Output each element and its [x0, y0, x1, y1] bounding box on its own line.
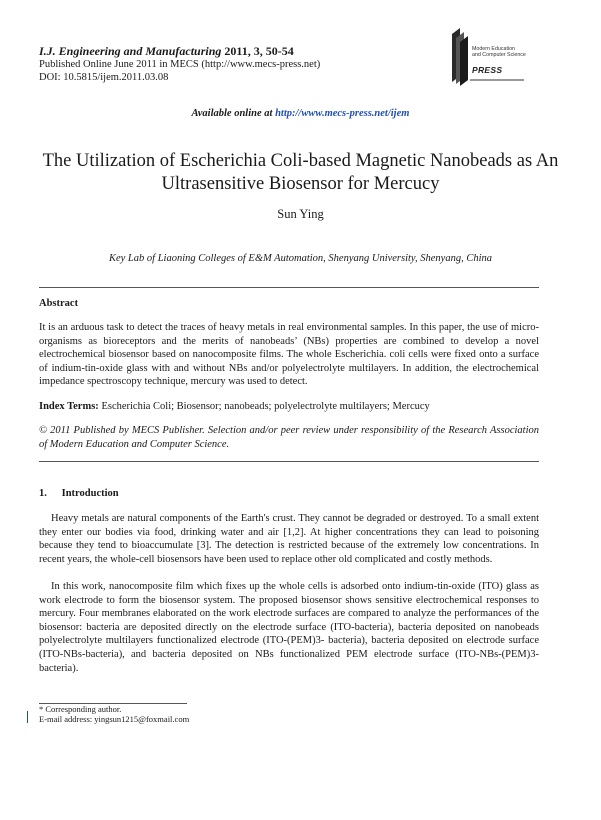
- intro-paragraph-1: Heavy metals are natural components of the Earth's crust. They cannot be degraded or destroyed. To a small extent they enter our bodies via food, drinking water and air [1,2]. At higher concentrations they can lead to poisoning because they tend to bioaccumulate [3]. The detection is restricted because of the extremely low concentrations. In recent years, the whole-cell biosensors have been used to replace other old complicated and costly methods.: [39, 513, 539, 565]
- book-stack-icon: [450, 26, 530, 90]
- section-title: Introduction: [61, 488, 119, 499]
- available-online: [0, 108, 601, 119]
- copyright-notice: © 2011 Published by MECS Publisher. Selection and/or peer review under responsibility of the Research Association of Modern Education and Computer Science.: [39, 425, 539, 450]
- author-name: Sun Ying: [277, 207, 324, 221]
- margin-marker: [27, 711, 28, 723]
- journal-url-link[interactable]: http://www.mecs-press.net/ijem: [275, 108, 410, 119]
- logo-line-2: and Computer Science: [472, 52, 526, 58]
- index-terms-text: Escherichia Coli; Biosensor; nanobeads; polyelectrolyte multilayers; Mercucy: [101, 401, 430, 412]
- publisher-logo: [450, 26, 530, 90]
- divider-bottom: [39, 461, 539, 462]
- abstract-heading: Abstract: [39, 298, 79, 309]
- abstract-text: It is an arduous task to detect the traces of heavy metals in real environmental samples. In this paper, the use of micro-organisms as bioreceptors and the merits of nanobeads’ (NBs) properties are combined to develop a novel electrochemical biosensor based on nanocomposite films. The whole Escherichia. coli cells were fixed onto a surface of indium-tin-oxide glass with and without NBs and/or polyelectrolyte multilayers. In addition, the electrochemical impedance spectroscopy technique, mercury was used to detect.: [39, 322, 539, 388]
- logo-text: [472, 46, 526, 58]
- logo-line-1: Modern Education: [472, 46, 515, 52]
- footnote-email: E-mail address: yingsun1215@foxmail.com: [39, 714, 190, 724]
- journal-header: [39, 44, 294, 59]
- published-line: Published Online June 2011 in MECS (http://www.mecs-press.net): [39, 59, 321, 70]
- divider-top: [39, 287, 539, 288]
- title-line-1: The Utilization of Escherichia Coli-based Magnetic Nanobeads as An: [42, 151, 559, 171]
- footnote-corresponding: * Corresponding author.: [39, 704, 122, 714]
- affiliation: Key Lab of Liaoning Colleges of E&M Automation, Shenyang University, Shenyang, China: [108, 253, 493, 264]
- paper-title: [30, 150, 571, 196]
- title-line-2: Ultrasensitive Biosensor for Mercucy: [161, 174, 440, 194]
- doi-line: DOI: 10.5815/ijem.2011.03.08: [39, 72, 169, 83]
- logo-press: PRESS: [472, 65, 503, 75]
- section-number: 1.: [39, 488, 47, 499]
- journal-name: I.J. Engineering and Manufacturing: [39, 44, 222, 58]
- section-heading: [39, 488, 119, 499]
- index-terms: [39, 400, 539, 414]
- available-prefix: Available online at: [191, 108, 273, 119]
- index-terms-label: Index Terms:: [39, 401, 99, 412]
- intro-paragraph-2: In this work, nanocomposite film which fixes up the whole cells is adsorbed onto indium-tin-oxide (ITO) glass as work electrode to form the biosensor system. The proposed biosensor shows sensitive electrochemical responses to mercury. Four membranes elaborated on the work electrode surfaces are compared to analyze the performances of the biosensor: bacteria are deposited directly on the electrode surface (ITO-bacteria), bacteria deposited on nanobeads polyelectrolyte multilayers functionalized electrode (ITO-(PEM)3- bacteria), bacteria deposited on electrode surface (ITO-NBs-bacteria), and bacteria deposited on NBs functionalized PEM electrode surface (ITO-NBs-(PEM)3- bacteria).: [39, 581, 539, 674]
- volume-info: 2011, 3, 50-54: [224, 44, 294, 58]
